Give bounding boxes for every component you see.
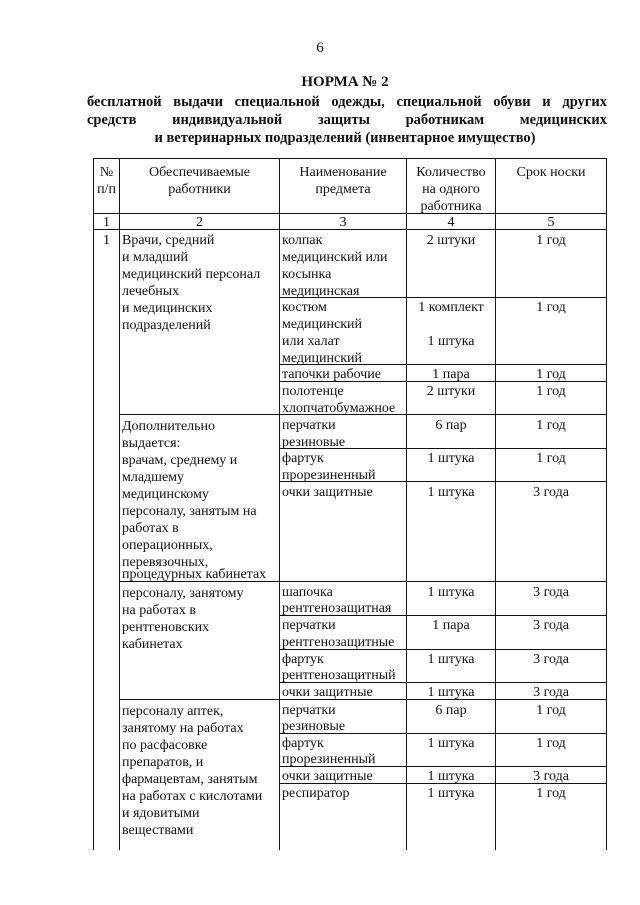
- item-name-line: перчатки: [282, 703, 336, 718]
- item-name-line: медицинский: [282, 351, 362, 366]
- item-quantity: 1 пара: [432, 367, 470, 382]
- item-name-line: медицинский: [282, 317, 362, 332]
- item-name-line: или халат: [282, 334, 340, 349]
- worker-text-line: персоналу, занятым на: [122, 504, 257, 519]
- item-name-line: колпак: [282, 233, 323, 248]
- worker-text-line: подразделений: [122, 318, 211, 333]
- item-quantity: 1 штука: [427, 585, 475, 600]
- document-title: НОРМА № 2: [301, 74, 389, 90]
- item-name-line: фартук: [282, 736, 324, 751]
- worker-text-line: на работах с кислотами: [122, 789, 263, 804]
- item-name-line: резиновые: [282, 435, 346, 450]
- worker-text-line: кабинетах: [122, 637, 183, 652]
- item-name-line: рентгенозащитная: [282, 601, 392, 616]
- item-term: 3 года: [533, 618, 569, 633]
- worker-text-line: работах в: [122, 521, 179, 536]
- item-term: 1 год: [536, 384, 566, 399]
- item-term: 1 год: [536, 233, 566, 248]
- worker-text-line: Дополнительно: [122, 419, 216, 434]
- item-name-line: фартук: [282, 652, 324, 667]
- header-item-line1: Наименование: [299, 165, 387, 180]
- item-term: 1 год: [536, 300, 566, 315]
- worker-text-line: выдается:: [122, 436, 181, 451]
- item-quantity: 2 штуки: [426, 384, 476, 399]
- worker-text-line: медицинский персонал: [122, 267, 261, 282]
- worker-text-line: по расфасовке: [122, 738, 208, 753]
- worker-text-line: процедурных кабинетах: [122, 567, 267, 582]
- header-qty-line3: работника: [420, 199, 482, 214]
- col-number: 3: [339, 215, 347, 230]
- worker-text-line: и медицинских: [122, 301, 213, 316]
- header-num-line1: №: [99, 165, 114, 180]
- subtitle-line-2: средств индивидуальной защиты работникам медицинских: [87, 112, 607, 128]
- item-quantity: 6 пар: [435, 703, 467, 718]
- table-border-left: [93, 158, 94, 850]
- worker-text-line: на работах в: [122, 603, 196, 618]
- table-border-right: [606, 158, 607, 850]
- worker-text-line: персоналу, занятому: [122, 586, 244, 601]
- table-border-top: [93, 158, 607, 159]
- worker-text-line: веществами: [122, 823, 194, 838]
- item-name-line: очки защитные: [282, 685, 373, 700]
- item-quantity: 1 пара: [432, 618, 470, 633]
- item-name-line: медицинский или: [282, 250, 388, 265]
- subtitle-line-3: и ветеринарных подразделений (инвентарное имущество): [154, 130, 536, 146]
- worker-text-line: препаратов, и: [122, 755, 204, 770]
- item-quantity: 1 штука: [427, 769, 475, 784]
- worker-text-line: врачам, среднему и: [122, 453, 238, 468]
- worker-text-line: лечебных: [122, 284, 180, 299]
- item-name-line: тапочки рабочие: [282, 367, 382, 382]
- item-name-line: очки защитные: [282, 485, 373, 500]
- worker-text-line: и ядовитыми: [122, 806, 200, 821]
- item-term: 3 года: [533, 685, 569, 700]
- item-name-line: перчатки: [282, 418, 336, 433]
- item-term: 1 год: [536, 367, 566, 382]
- item-term: 1 год: [536, 418, 566, 433]
- worker-text-line: младшему: [122, 470, 185, 485]
- page-number: 6: [316, 40, 324, 56]
- item-name-line: рентгенозащитный: [282, 668, 396, 683]
- worker-text-line: фармацевтам, занятым: [122, 772, 258, 787]
- item-name-line: шапочка: [282, 585, 333, 600]
- item-quantity: 6 пар: [435, 418, 467, 433]
- table-divider-col1: [119, 158, 120, 850]
- item-term: 1 год: [536, 736, 566, 751]
- header-qty-line2: на одного: [422, 182, 480, 197]
- worker-text-line: перевязочных,: [122, 555, 209, 570]
- col-number: 5: [547, 215, 555, 230]
- item-quantity: 1 штука: [427, 685, 475, 700]
- item-term: 3 года: [533, 585, 569, 600]
- item-quantity: 1 штука: [427, 451, 475, 466]
- item-quantity: 1 штука: [427, 485, 475, 500]
- item-quantity: 1 комплект: [418, 300, 484, 315]
- item-term: 1 год: [536, 786, 566, 801]
- header-item-line2: предмета: [315, 182, 371, 197]
- worker-text-line: Врачи, средний: [122, 233, 215, 248]
- worker-text-line: операционных,: [122, 538, 213, 553]
- item-name-line: костюм: [282, 300, 327, 315]
- item-name-line: медицинская: [282, 284, 360, 299]
- item-name-line: прорезиненный: [282, 752, 376, 767]
- worker-text-line: персоналу аптек,: [122, 704, 224, 719]
- item-term: 3 года: [533, 652, 569, 667]
- item-term: 3 года: [533, 485, 569, 500]
- subtitle-line-1: бесплатной выдачи специальной одежды, специальной обуви и других: [87, 94, 607, 110]
- item-quantity-alt: 1 штука: [427, 334, 475, 349]
- item-quantity: 1 штука: [427, 652, 475, 667]
- header-workers-line1: Обеспечиваемые: [148, 165, 251, 180]
- item-name-line: косынка: [282, 267, 332, 282]
- worker-text-line: и младший: [122, 250, 188, 265]
- col-number: 4: [447, 215, 455, 230]
- item-term: 3 года: [533, 769, 569, 784]
- item-quantity: 1 штука: [427, 786, 475, 801]
- row-number: 1: [103, 233, 110, 248]
- header-term: Срок носки: [516, 165, 586, 180]
- table-divider-col2: [279, 158, 280, 850]
- item-name-line: очки защитные: [282, 769, 373, 784]
- item-name-line: перчатки: [282, 618, 336, 633]
- header-num-line2: п/п: [97, 182, 116, 197]
- item-name-line: респиратор: [282, 786, 350, 801]
- item-name-line: хлопчатобумажное: [282, 401, 396, 416]
- item-name-line: полотенце: [282, 384, 344, 399]
- item-term: 1 год: [536, 703, 566, 718]
- worker-text-line: медицинскому: [122, 487, 209, 502]
- item-term: 1 год: [536, 451, 566, 466]
- item-name-line: фартук: [282, 451, 324, 466]
- col-number: 2: [196, 215, 203, 230]
- item-quantity: 1 штука: [427, 736, 475, 751]
- item-name-line: прорезиненный: [282, 468, 376, 483]
- col-number: 1: [103, 215, 110, 230]
- worker-text-line: занятому на работах: [122, 721, 244, 736]
- worker-text-line: рентгеновских: [122, 620, 210, 635]
- header-workers-line2: работники: [168, 182, 231, 197]
- item-name-line: рентгенозащитные: [282, 635, 395, 650]
- item-name-line: резиновые: [282, 719, 346, 734]
- header-qty-line1: Количество: [416, 165, 486, 180]
- item-quantity: 2 штуки: [426, 233, 476, 248]
